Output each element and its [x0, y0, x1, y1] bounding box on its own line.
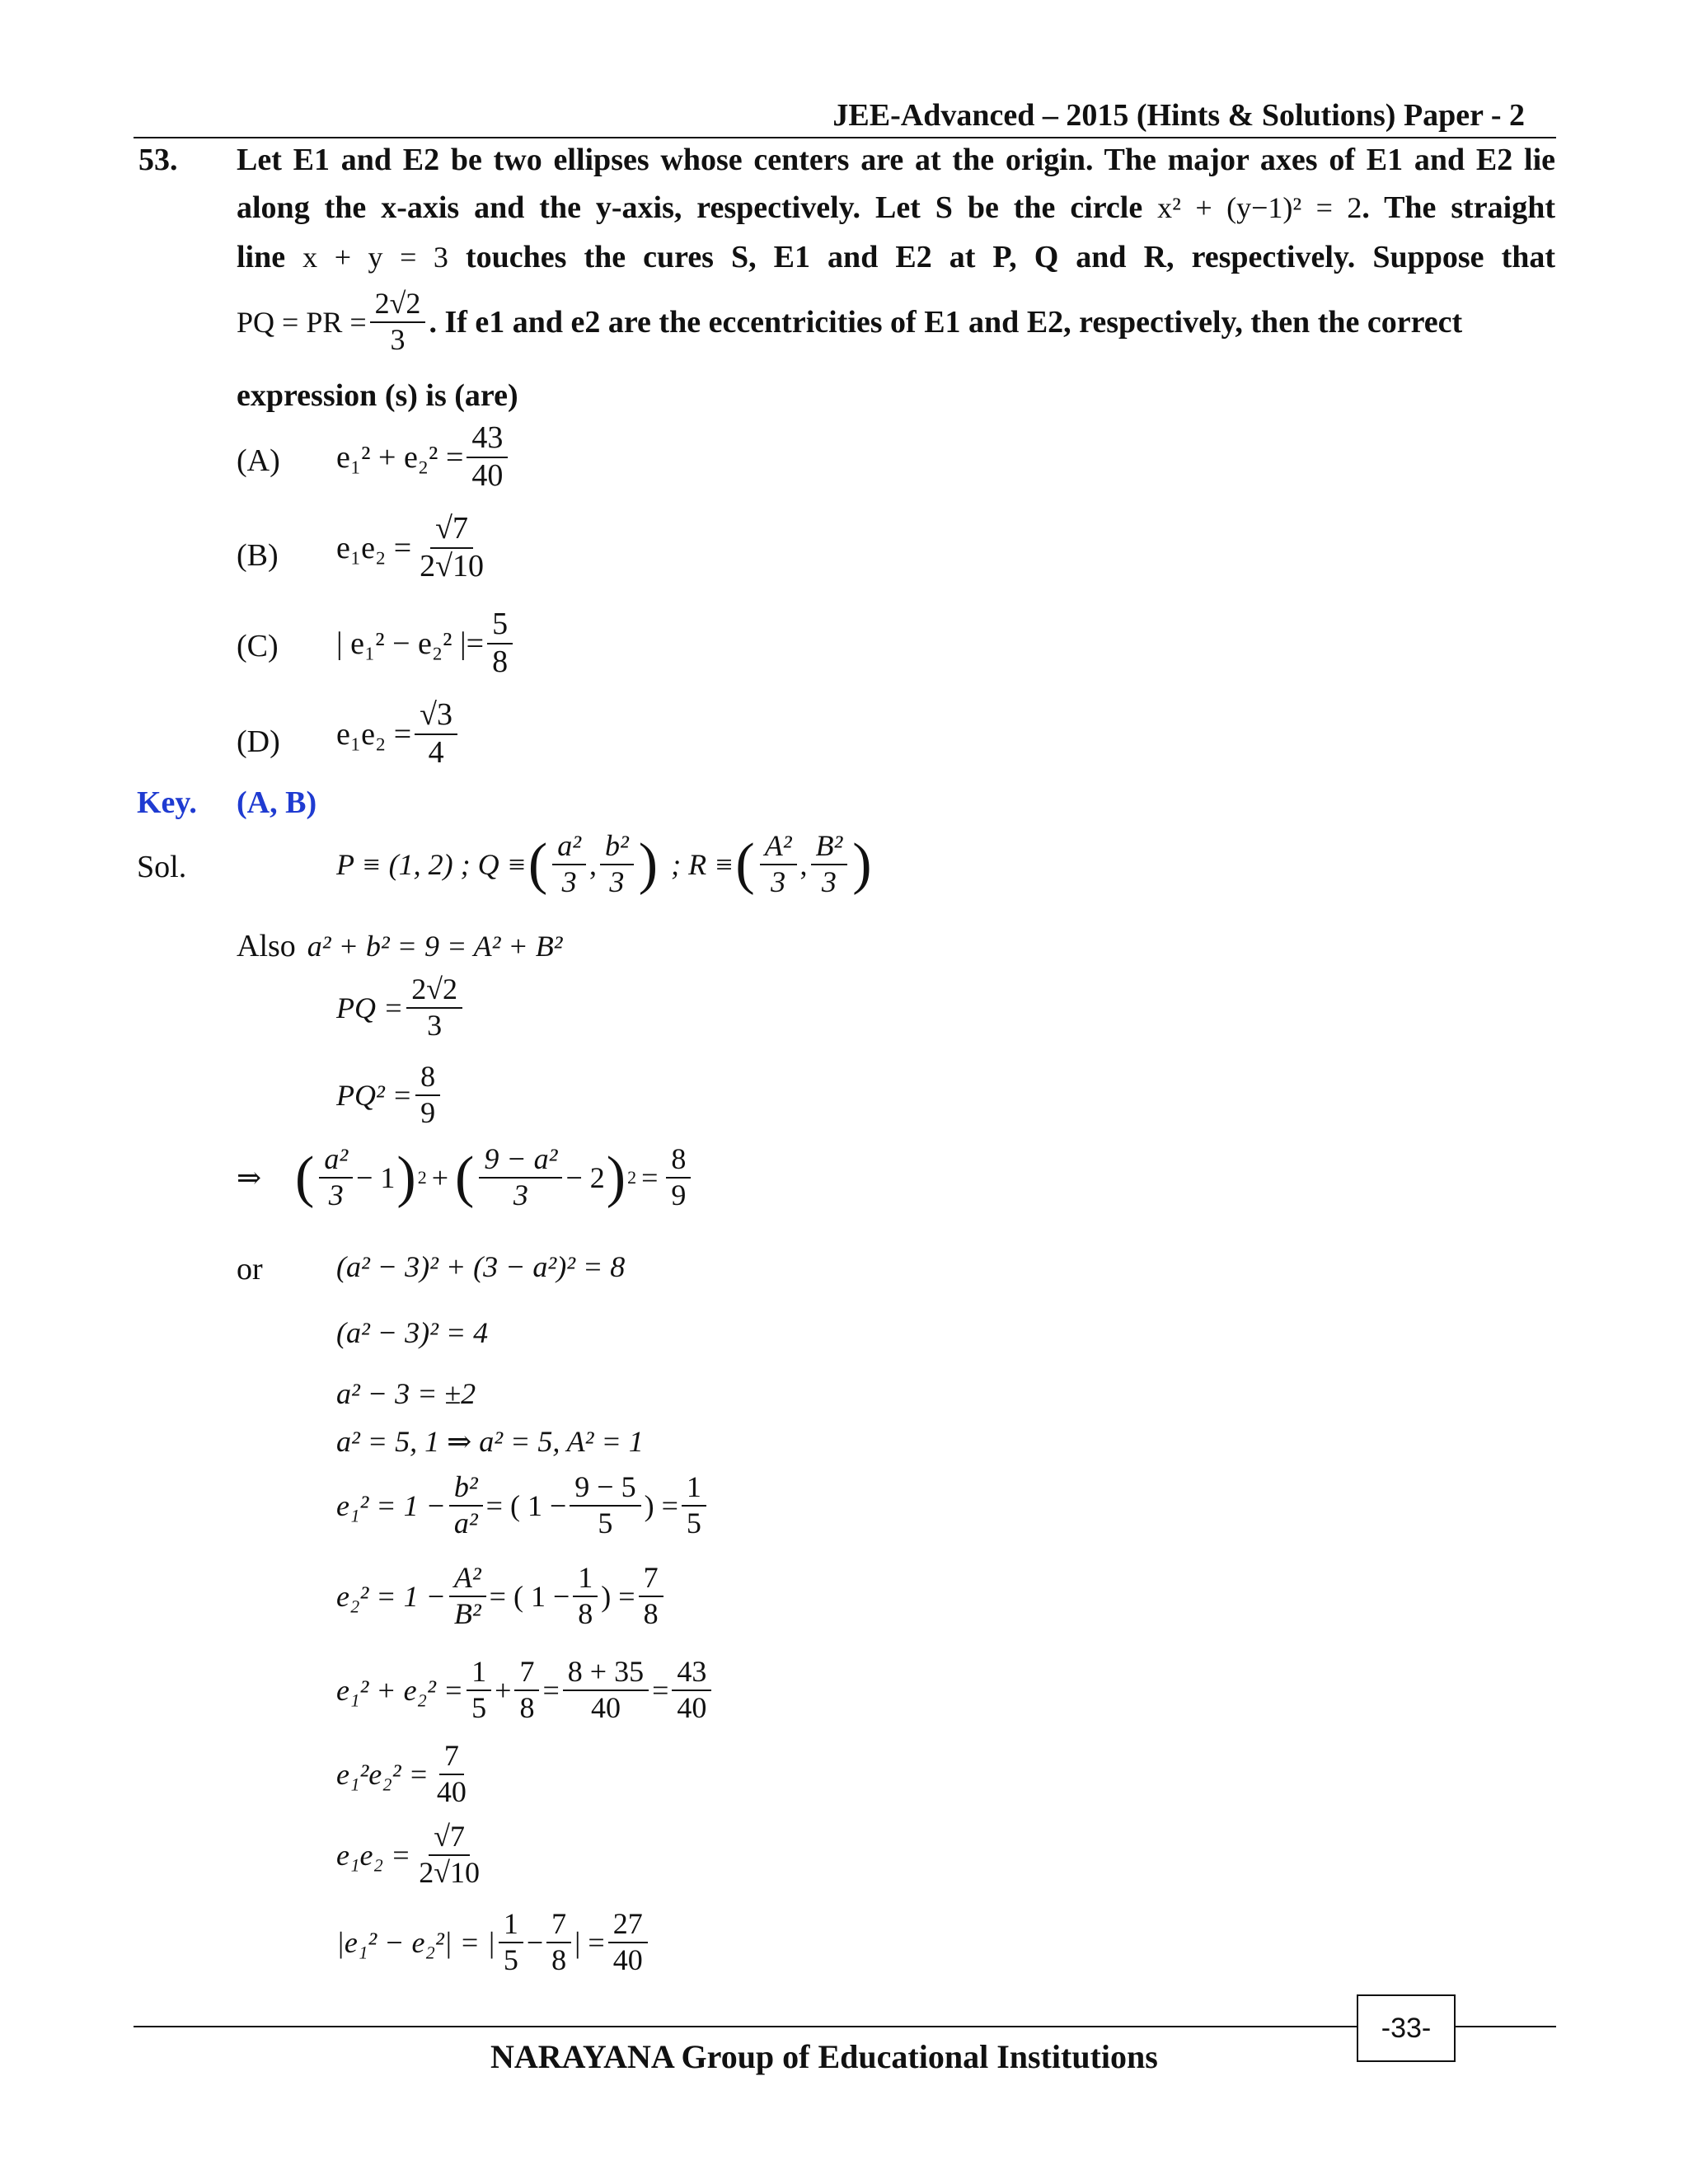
sum-den-1: 5	[471, 1690, 487, 1724]
diff-frac-2	[546, 1909, 571, 1976]
option-a-fraction	[467, 422, 508, 493]
question-line-2-end: . The straight	[1362, 190, 1555, 225]
e2-den-1: B²	[453, 1596, 481, 1630]
question-line-5: expression (s) is (are)	[237, 378, 518, 413]
e2-mid: = ( 1 −	[489, 1579, 570, 1613]
diff-frac-result	[608, 1909, 648, 1976]
e2-frac-result	[639, 1563, 663, 1630]
pq-pr-fraction	[370, 288, 426, 356]
footer-title: NARAYANA Group of Educational Institutions	[490, 2038, 1158, 2075]
fraction-numerator: 2√2	[370, 288, 426, 323]
r-num-b: B²	[811, 831, 848, 865]
r-num-a: A²	[760, 831, 797, 865]
option-d-lhs: e₁e₂ =	[336, 716, 412, 752]
step1-num-1: a²	[319, 1144, 353, 1179]
e2-result-num: 7	[639, 1563, 663, 1597]
option-a	[336, 422, 511, 493]
option-d-fraction	[415, 699, 457, 770]
option-c-fraction	[487, 608, 513, 679]
step1-den-2: 3	[513, 1178, 528, 1212]
q-frac-b	[600, 831, 634, 898]
question-line-2-text: along the x-axis and the y-axis, respectively. Let S be the circle	[237, 190, 1143, 225]
key-label: Key.	[137, 785, 197, 820]
e2-lhs: e₂² = 1 −	[336, 1579, 446, 1613]
step1-result-num: 8	[666, 1144, 691, 1179]
implies-arrow	[237, 1160, 261, 1195]
sum-equals-2: =	[652, 1673, 669, 1707]
option-b-label: (B)	[237, 538, 279, 573]
option-b-fraction	[415, 513, 489, 583]
e1-frac-1	[449, 1472, 483, 1540]
paren-close: )	[396, 1145, 416, 1209]
option-d-label: (D)	[237, 724, 280, 759]
e1-frac-2	[570, 1472, 640, 1540]
footer-rule	[134, 2026, 1556, 2027]
implies-symbol: ⇒	[237, 1161, 262, 1194]
sol-sum	[336, 1657, 715, 1724]
paren-open: (	[735, 832, 755, 896]
pq-lhs: PQ =	[336, 991, 404, 1024]
step1-frac-2	[479, 1144, 562, 1212]
e1-den-1: a²	[453, 1506, 478, 1540]
sum-equals-1: =	[542, 1673, 560, 1707]
page-number: -33-	[1357, 1994, 1456, 2062]
option-c-lhs: | e₁² − e₂² |=	[336, 626, 485, 661]
diff-den-1: 5	[503, 1943, 518, 1976]
question-line-3-start: line	[237, 240, 286, 274]
e1-result-num: 1	[682, 1472, 706, 1507]
sum-den-2: 8	[519, 1690, 535, 1724]
header-rule	[134, 137, 1556, 138]
sol-step4: a² − 3 = ±2	[336, 1377, 476, 1410]
e1-num-2: 9 − 5	[570, 1472, 640, 1507]
sol-pq2	[336, 1062, 443, 1129]
q-frac-a	[552, 831, 586, 898]
sol-points: P ≡ (1, 2) ; Q ≡ ( $\frac{\text{a²}}{3}$ , $\frac{\text{b²}}{3}$ ) ; R ≡ ( $\frac{\text{A²}}{3}$ , $\frac{\text{B²}}{3}$ )	[336, 829, 872, 898]
q-num-b: b²	[600, 831, 634, 865]
question-line-3	[237, 239, 1555, 275]
e1-den-2: 5	[598, 1506, 613, 1540]
sum-frac-4	[672, 1657, 711, 1724]
pq2-num: 8	[415, 1062, 440, 1096]
option-c	[336, 608, 516, 679]
option-b-den: 2√10	[420, 548, 485, 583]
header-title: JEE-Advanced – 2015 (Hints & Solutions) Paper - 2	[832, 98, 1525, 133]
sum-frac-3	[563, 1657, 649, 1724]
diff-result-num: 27	[608, 1909, 648, 1943]
prod2-num: 7	[439, 1741, 464, 1775]
e2-num-1: A²	[449, 1563, 486, 1597]
step1-result-den: 9	[671, 1178, 687, 1212]
prod2-lhs: e₁²e₂² =	[336, 1757, 429, 1791]
pq2-lhs: PQ² =	[336, 1078, 413, 1112]
prod-num: √7	[429, 1821, 470, 1856]
sol-prod	[336, 1821, 488, 1889]
also-label: Also	[237, 929, 296, 963]
pq-den: 3	[427, 1008, 443, 1042]
e1-frac-result	[682, 1472, 706, 1540]
option-a-num: 43	[467, 422, 508, 458]
step1-frac-result	[666, 1144, 691, 1212]
diff-num-2: 7	[546, 1909, 571, 1943]
paren-open: (	[455, 1145, 475, 1209]
sum-num-1: 1	[467, 1657, 491, 1691]
pq2-fraction	[415, 1062, 440, 1129]
solution-label: Sol.	[137, 850, 187, 884]
fraction-denominator: 3	[390, 322, 406, 356]
sum-num-2: 7	[514, 1657, 539, 1691]
step1-plus: +	[431, 1160, 449, 1194]
diff-num-1: 1	[499, 1909, 523, 1943]
sum-frac-2	[514, 1657, 539, 1724]
sum-den-3: 40	[590, 1690, 621, 1724]
sol-step3: (a² − 3)² = 4	[336, 1316, 489, 1349]
diff-lhs: |e₁² − e₂²| = |	[336, 1925, 495, 1959]
paren-close: )	[638, 832, 659, 896]
e1-lhs: e₁² = 1 −	[336, 1488, 446, 1522]
line-equation: x + y = 3	[302, 241, 448, 274]
sol-point-p: P ≡ (1, 2) ; Q ≡	[336, 847, 527, 881]
sol-step2: (a² − 3)² + (3 − a²)² = 8	[336, 1250, 626, 1283]
sum-den-4: 40	[677, 1690, 707, 1724]
pq-fraction	[406, 974, 462, 1042]
e1-result-den: 5	[686, 1506, 701, 1540]
q-den-a: 3	[561, 865, 577, 898]
e2-result-den: 8	[643, 1596, 659, 1630]
step1-num-2: 9 − a²	[479, 1144, 562, 1179]
e2-num-2: 1	[573, 1563, 598, 1597]
prod2-den: 40	[436, 1774, 467, 1808]
option-b	[336, 513, 492, 583]
diff-frac-1	[499, 1909, 523, 1976]
question-line-1: Let E1 and E2 be two ellipses whose centers are at the origin. The major axes of E1 and E2 lie	[237, 143, 1555, 177]
e2-frac-1	[449, 1563, 486, 1630]
prod2-fraction	[432, 1741, 471, 1808]
sol-e1	[336, 1472, 710, 1540]
option-d-den: 4	[428, 734, 444, 770]
or-label	[237, 1251, 263, 1287]
sol-point-r: ; R ≡	[671, 847, 734, 881]
paren-close: )	[852, 832, 872, 896]
paren-close: )	[606, 1145, 626, 1209]
option-a-den: 40	[471, 457, 504, 493]
prod-fraction	[414, 1821, 485, 1889]
r-den-a: 3	[771, 865, 786, 898]
pq-num: 2√2	[406, 974, 462, 1009]
q-den-b: 3	[609, 865, 625, 898]
option-c-num: 5	[487, 608, 513, 644]
question-line-4-text: . If e1 and e2 are the eccentricities of E1 and E2, respectively, then the correct	[429, 304, 1463, 340]
also-equation: a² + b² = 9 = A² + B²	[307, 930, 563, 963]
sol-e2	[336, 1563, 667, 1630]
option-c-label: (C)	[237, 629, 279, 663]
paren-open: (	[528, 832, 548, 896]
diff-close: | =	[574, 1925, 605, 1959]
option-d	[336, 699, 461, 770]
r-frac-a	[760, 831, 797, 898]
option-b-lhs: e₁e₂ =	[336, 530, 412, 565]
step1-term-2: − 2	[565, 1160, 605, 1194]
e1-mid: = ( 1 −	[485, 1488, 567, 1522]
option-d-num: √3	[415, 699, 457, 735]
sol-step5: a² = 5, 1 ⇒ a² = 5, A² = 1	[336, 1425, 644, 1458]
sum-frac-1	[467, 1657, 491, 1724]
or-text: or	[237, 1252, 263, 1286]
sol-also	[237, 928, 562, 964]
step1-frac-1	[319, 1144, 353, 1212]
step1-term-1: − 1	[356, 1160, 396, 1194]
option-c-den: 8	[492, 644, 509, 679]
r-den-b: 3	[821, 865, 837, 898]
diff-result-den: 40	[612, 1943, 643, 1976]
r-frac-b	[811, 831, 848, 898]
q-num-a: a²	[552, 831, 586, 865]
sol-prod2	[336, 1741, 475, 1808]
sum-plus: +	[495, 1673, 512, 1707]
question-line-2	[237, 190, 1555, 226]
step1-den-1: 3	[328, 1178, 344, 1212]
diff-den-2: 8	[551, 1943, 567, 1976]
pq-pr-lhs: PQ = PR =	[237, 305, 367, 339]
e2-close: ) =	[601, 1579, 635, 1613]
e2-frac-2	[573, 1563, 598, 1630]
sum-lhs: e₁² + e₂² =	[336, 1673, 464, 1707]
prod-den: 2√10	[419, 1855, 481, 1889]
e1-close: ) =	[644, 1488, 678, 1522]
sol-diff	[336, 1909, 651, 1976]
diff-minus: −	[526, 1925, 544, 1959]
sum-num-3: 8 + 35	[563, 1657, 649, 1691]
option-b-num: √7	[430, 513, 473, 549]
e2-den-2: 8	[578, 1596, 593, 1630]
option-a-lhs: e₁² + e₂² =	[336, 439, 464, 475]
option-a-label: (A)	[237, 443, 280, 478]
sol-step1: ( $\frac{\text{a²}}{3}$ − 1 ) 2 + ( $\frac{\text{9 − a²}}{3}$ − 2 ) 2 = $\frac{8}{9}$	[293, 1144, 694, 1212]
e1-num-1: b²	[449, 1472, 483, 1507]
step1-equals: =	[641, 1160, 659, 1194]
key-value: (A, B)	[237, 785, 317, 820]
question-line-3-text: touches the cures S, E1 and E2 at P, Q and R, respectively. Suppose that	[465, 240, 1556, 274]
circle-equation: x² + (y−1)² = 2	[1157, 191, 1362, 224]
sum-num-4: 43	[672, 1657, 711, 1691]
prod-lhs: e₁e₂ =	[336, 1838, 411, 1872]
question-number: 53.	[138, 143, 178, 177]
paren-open: (	[295, 1145, 315, 1209]
sol-pq	[336, 974, 466, 1042]
pq2-den: 9	[420, 1095, 436, 1129]
question-line-4	[237, 288, 1555, 356]
